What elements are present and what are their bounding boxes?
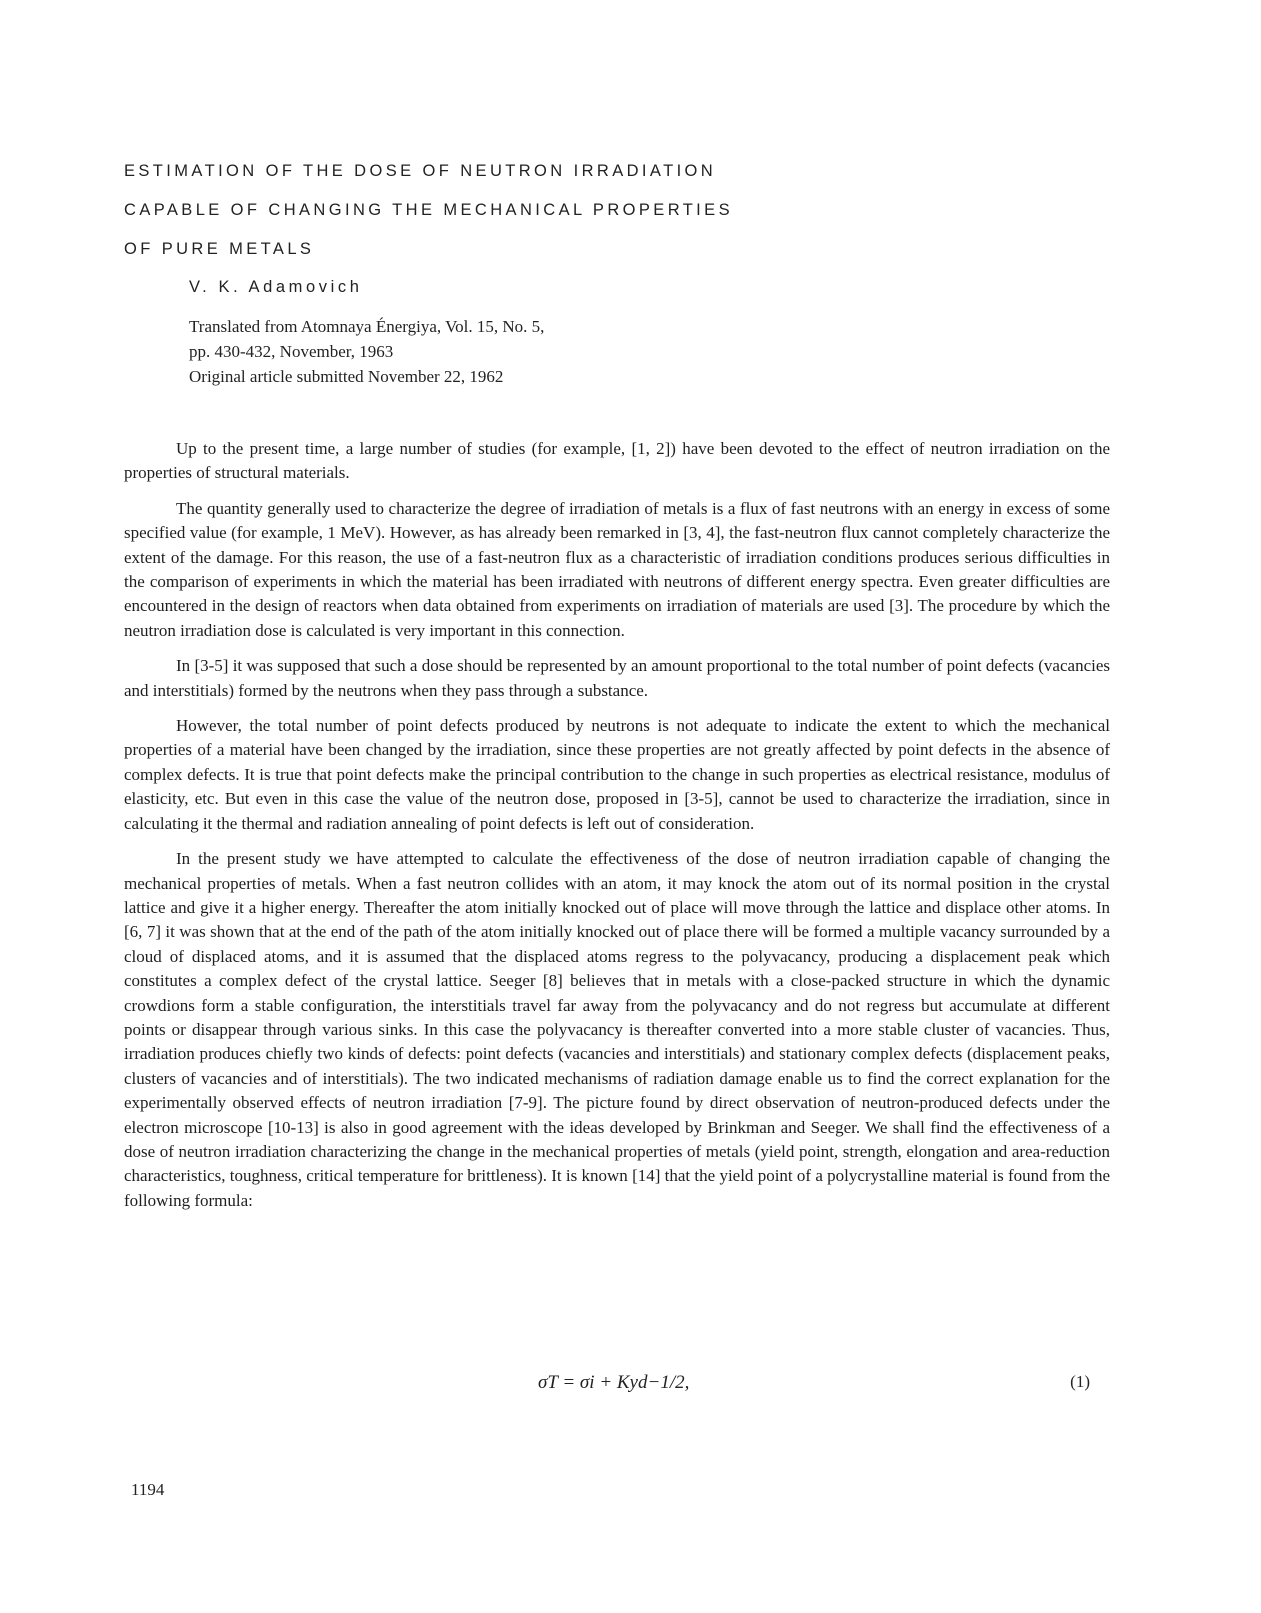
page-number: 1194 <box>131 1480 165 1499</box>
equation-1: σT = σi + Kyd−1/2, <box>538 1372 690 1393</box>
title-line-1: ESTIMATION OF THE DOSE OF NEUTRON IRRADIATION <box>124 162 717 180</box>
pubinfo-line-2: pp. 430-432, November, 1963 <box>189 342 394 361</box>
equation-row <box>124 1372 1090 1402</box>
pubinfo-line-3: Original article submitted November 22, 1962 <box>189 367 504 386</box>
paragraph-1: Up to the present time, a large number of studies (for example, [1, 2]) have been devoted to the effect of neutron irradiation on the properties of structural materials. <box>124 439 1110 483</box>
pubinfo-line-1: Translated from Atomnaya Énergiya, Vol. 15, No. 5, <box>189 317 545 336</box>
article-body <box>124 437 1110 1224</box>
paragraph-3: In [3-5] it was supposed that such a dose should be represented by an amount proportional to the total number of point defects (vacancies and interstitials) formed by the neutrons when they pass through a substance. <box>124 656 1110 700</box>
equation-number: (1) <box>1070 1372 1090 1391</box>
title-line-2: CAPABLE OF CHANGING THE MECHANICAL PROPERTIES <box>124 201 733 219</box>
paragraph-5: In the present study we have attempted to calculate the effectiveness of the dose of neutron irradiation capable of changing the mechanical properties of metals. When a fast neutron collides with an atom, it may knock the atom out of its normal position in the crystal lattice and give it a higher energy. Thereafter the atom initially knocked out of place will move through the lattice and displace other atoms. In [6, 7] it was shown that at the end of the path of the atom initially knocked out of place there will be formed a multiple vacancy surrounded by a cloud of displaced atoms, and it is assumed that the displaced atoms regress to the polyvacancy, producing a displacement peak which constitutes a complex defect of the crystal lattice. Seeger [8] believes that in metals with a close-packed structure in which the dynamic crowdions form a stable configuration, the interstitials travel far away from the polyvacancy and do not regress but accumulate at different points or disappear through various sinks. In this case the polyvacancy is thereafter converted into a more stable cluster of vacancies. Thus, irradiation produces chiefly two kinds of defects: point defects (vacancies and interstitials) and stationary complex defects (displacement peaks, clusters of vacancies and of interstitials). The two indicated mechanisms of radiation damage enable us to find the correct explanation for the experimentally observed effects of neutron irradiation [7-9]. The picture found by direct observation of neutron-produced defects under the electron microscope [10-13] is also in good agreement with the ideas developed by Brinkman and Seeger. We shall find the effectiveness of a dose of neutron irradiation characterizing the change in the mechanical properties of metals (yield point, strength, elongation and area-reduction characteristics, toughness, critical temperature for brittleness). It is known [14] that the yield point of a polycrystalline material is found from the following formula: <box>124 849 1110 1210</box>
author-name: V. K. Adamovich <box>189 278 363 296</box>
paragraph-4: However, the total number of point defects produced by neutrons is not adequate to indicate the extent to which the mechanical properties of a material have been changed by the irradiation, since these properties are not greatly affected by point defects in the absence of complex defects. It is true that point defects make the principal contribution to the change in such properties as electrical resistance, modulus of elasticity, etc. But even in this case the value of the neutron dose, proposed in [3-5], cannot be used to characterize the irradiation, since in calculating it the thermal and radiation annealing of point defects is left out of consideration. <box>124 716 1110 833</box>
article-title <box>124 152 733 269</box>
paragraph-2: The quantity generally used to characterize the degree of irradiation of metals is a flux of fast neutrons with an energy in excess of some specified value (for example, 1 MeV). However, as has already been remarked in [3, 4], the fast-neutron flux cannot completely characterize the extent of the damage. For this reason, the use of a fast-neutron flux as a characteristic of irradiation conditions produces serious difficulties in the comparison of experiments in which the material has been irradiated with neutrons of different energy spectra. Even greater difficulties are encountered in the design of reactors when data obtained from experiments on irradiation of materials are used [3]. The procedure by which the neutron irradiation dose is calculated is very important in this connection. <box>124 498 1110 640</box>
publication-info <box>189 314 544 389</box>
title-line-3: OF PURE METALS <box>124 240 315 258</box>
